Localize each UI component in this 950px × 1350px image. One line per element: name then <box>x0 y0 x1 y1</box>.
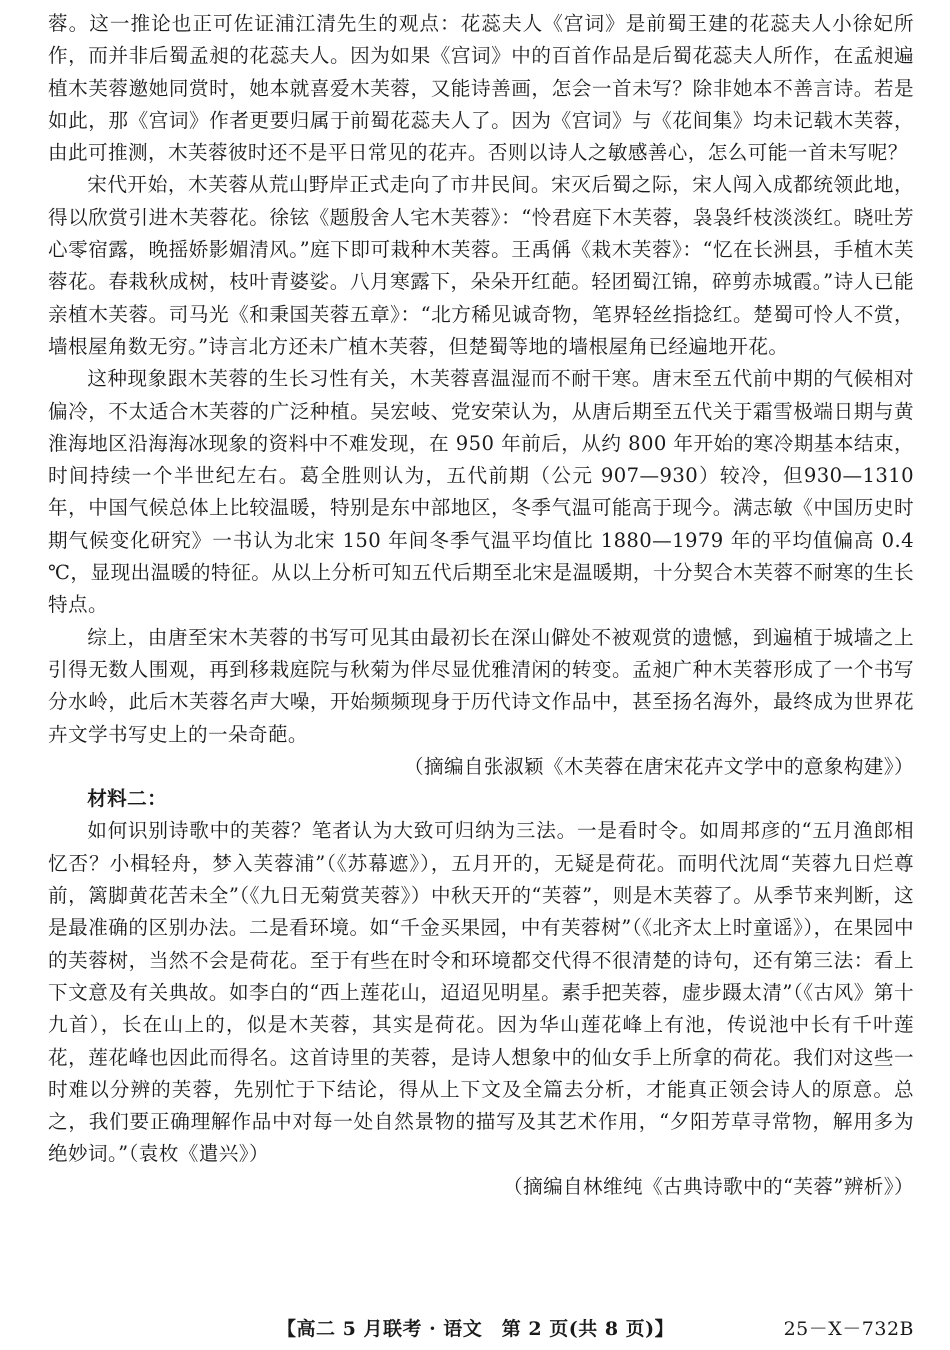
paragraph-climate: 这种现象跟木芙蓉的生长习性有关，木芙蓉喜温湿而不耐干寒。唐末至五代前中期的气候相对偏冷，不太适合木芙蓉的广泛种植。吴宏岐、党安荣认为，从唐后期至五代关于霜雪极端日期与黄淮海地区沿海海冰现象的资料中不难发现，在 950 年前后，从约 800 年开始的寒冷期基本结束，时间持续一个半世纪左右。葛全胜则认为，五代前期（公元 907—930）较冷，但930—1310 年，中国气候总体上比较温暖，特别是东中部地区，冬季气温可能高于现今。满志敏《中国历史时期气候变化研究》一书认为北宋 150 年间冬季气温平均值比 1880—1979 年的平均值偏高 0.4 ℃，显现出温暖的特征。从以上分析可知五代后期至北宋是温暖期，十分契合木芙蓉不耐寒的生长特点。 <box>48 367 914 617</box>
paragraph-continued: 蓉。这一推论也正可佐证浦江清先生的观点：花蕊夫人《宫词》是前蜀王建的花蕊夫人小徐妃所作，而并非后蜀孟昶的花蕊夫人。因为如果《宫词》中的百首作品是后蜀花蕊夫人所作，在孟昶遍植木芙蓉邀她同赏时，她本就喜爱木芙蓉，又能诗善画，怎会一首未写？除非她本不善言诗。若是如此，那《宫词》作者更要归属于前蜀花蕊夫人了。因为《宫词》与《花间集》均未记载木芙蓉，由此可推测，木芙蓉彼时还不是平日常见的花卉。否则以诗人之敏感善心，怎么可能一首未写呢？ <box>48 12 914 165</box>
paragraph-conclusion: 综上，由唐至宋木芙蓉的书写可见其由最初长在深山僻处不被观赏的遗憾，到遍植于城墙之上引得无数人围观，再到移栽庭院与秋菊为伴尽显优雅清闲的转变。孟昶广种木芙蓉形成了一个书写分水岭，此后木芙蓉名声大噪，开始频频现身于历代诗文作品中，甚至扬名海外，最终成为世界花卉文学书写史上的一朵奇葩。 <box>48 625 914 746</box>
material-2-label: 材料二： <box>87 787 168 811</box>
paragraph-song-dynasty: 宋代开始，木芙蓉从荒山野岸正式走向了市井民间。宋灭后蜀之际，宋人闯入成都统领此地，得以欣赏引进木芙蓉花。徐铉《题殷舍人宅木芙蓉》：“怜君庭下木芙蓉，袅袅纤枝淡淡红。晓吐芳心零宿露，晚摇娇影媚清风。”庭下即可栽种木芙蓉。王禹偁《栽木芙蓉》：“忆在长洲县，手植木芙蓉花。春栽秋成树，枝叶青婆娑。八月寒露下，朵朵开红葩。轻团蜀江锦，碎剪赤城霞。”诗人已能亲植木芙蓉。司马光《和秉国芙蓉五章》：“北方稀见诚奇物，笔界轻丝指捻红。楚蜀可怜人不赏，墙根屋角数无穷。”诗言北方还未广植木芙蓉，但楚蜀等地的墙根屋角已经遍地开花。 <box>48 173 914 358</box>
footer-exam-label: 【高二 5 月联考 · 语文 第 2 页(共 8 页)】 <box>277 1318 675 1340</box>
source-citation-2: （摘编自林维纯《古典诗歌中的“芙蓉”辨析》） <box>503 1174 914 1198</box>
footer-code: 25－X－732B <box>783 1318 914 1340</box>
document-page <box>48 8 914 1203</box>
paragraph-material-2: 如何识别诗歌中的芙蓉？笔者认为大致可归纳为三法。一是看时令。如周邦彦的“五月渔郎相忆否？小楫轻舟，梦入芙蓉浦”（《苏幕遮》），五月开的，无疑是荷花。而明代沈周“芙蓉九日烂尊前，篱脚黄花苦未全”（《九日无菊赏芙蓉》）中秋天开的“芙蓉”，则是木芙蓉了。从季节来判断，这是最准确的区别办法。二是看环境。如“千金买果园，中有芙蓉树”（《北齐太上时童谣》），在果园中的芙蓉树，当然不会是荷花。至于有些在时令和环境都交代得不很清楚的诗句，还有第三法：看上下文意及有关典故。如李白的“西上莲花山，迢迢见明星。素手把芙蓉，虚步蹑太清”（《古风》第十九首），长在山上的，似是木芙蓉，其实是荷花。因为华山莲花峰上有池，传说池中长有千叶莲花，莲花峰也因此而得名。这首诗里的芙蓉，是诗人想象中的仙女手上所拿的荷花。我们对这些一时难以分辨的芙蓉，先别忙于下结论，得从上下文及全篇去分析，才能真正领会诗人的原意。总之，我们要正确理解作品中对每一处自然景物的描写及其艺术作用，“夕阳芳草寻常物，解用多为绝妙词。”（袁枚《遣兴》） <box>48 819 914 1166</box>
page-footer <box>0 1310 950 1342</box>
source-citation-1: （摘编自张淑颖《木芙蓉在唐宋花卉文学中的意象构建》） <box>403 754 914 778</box>
